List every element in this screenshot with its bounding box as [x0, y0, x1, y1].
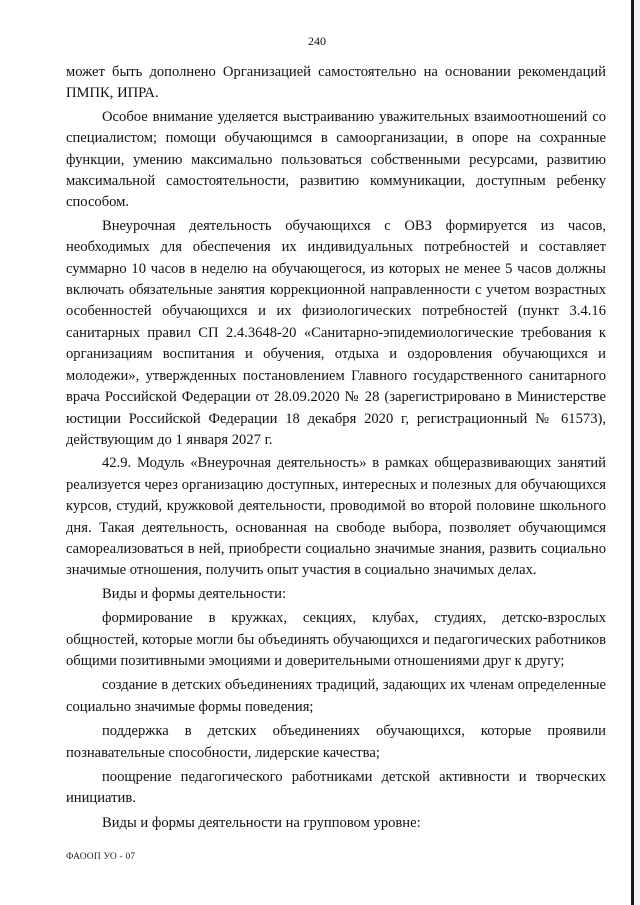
- document-footer-code: ФАООП УО - 07: [66, 852, 136, 862]
- list-item-creation: создание в детских объединениях традиций, задающих их членам определенные социально значимые формы поведения;: [66, 677, 606, 715]
- list-item-support: поддержка в детских объединениях обучающихся, которые проявили познавательные способности, лидерские качества;: [66, 723, 606, 761]
- page-number: 240: [308, 34, 326, 48]
- list-item-encouragement: поощрение педагогического работниками детской активности и творческих инициатив.: [66, 769, 606, 807]
- paragraph-extracurricular-hours: Внеурочная деятельность обучающихся с ОВЗ формируется из часов, необходимых для обеспечения их индивидуальных потребностей и составляет суммарно 10 часов в неделю на обучающегося, из которых не менее 5 часов должны включать обязательные занятия коррекционной направленности с учетом возрастных особенностей обучающихся и их физиологических потребностей (пункт 3.4.16 санитарных правил СП 2.4.3648-20 «Санитарно-эпидемиологические требования к организациям воспитания и обучения, отдыха и оздоровления обучающихся и молодежи», утвержденных постановлением Главного государственного санитарного врача Российской Федерации от 28.09.2020 № 28 (зарегистрировано в Министерстве юстиции Российской Федерации 18 декабря 2020 г, регистрационный № 61573), действующим до 1 января 2027 г.: [66, 217, 606, 448]
- list-item-formation: формирование в кружках, секциях, клубах, студиях, детско-взрослых общностей, которые могли бы объединять обучающихся и педагогических работников общими позитивными эмоциями и доверительными отношениями друг к другу;: [66, 610, 606, 669]
- paragraph-module-42-9: 42.9. Модуль «Внеурочная деятельность» в рамках общеразвивающих занятий реализуется через организацию доступных, интересных и полезных для обучающихся курсов, студий, кружковой деятельности, проводимой во второй половине школьного дня. Такая деятельность, основанная на свободе выбора, позволяет обучающимся самореализоваться в ней, приобрести социально значимые знания, развить социально значимые отношения, получить опыт участия в социально значимых делах.: [66, 455, 606, 579]
- paragraph-special-attention: Особое внимание уделяется выстраиванию уважительных взаимоотношений со специалистом; помощи обучающимся в самоорганизации, в опоре на сохранные функции, умению максимально пользоваться собственными ресурсами, развитию максимальной самостоятельности, развитию коммуникации, доступным ребенку способом.: [66, 108, 606, 211]
- paragraph-activity-types-heading: Виды и формы деятельности:: [102, 585, 286, 602]
- paragraph-continuation: может быть дополнено Организацией самостоятельно на основании рекомендаций ПМПК, ИПРА.: [66, 64, 606, 102]
- page-body: [66, 62, 606, 834]
- paragraph-group-level-heading: Виды и формы деятельности на групповом уровне:: [102, 814, 421, 831]
